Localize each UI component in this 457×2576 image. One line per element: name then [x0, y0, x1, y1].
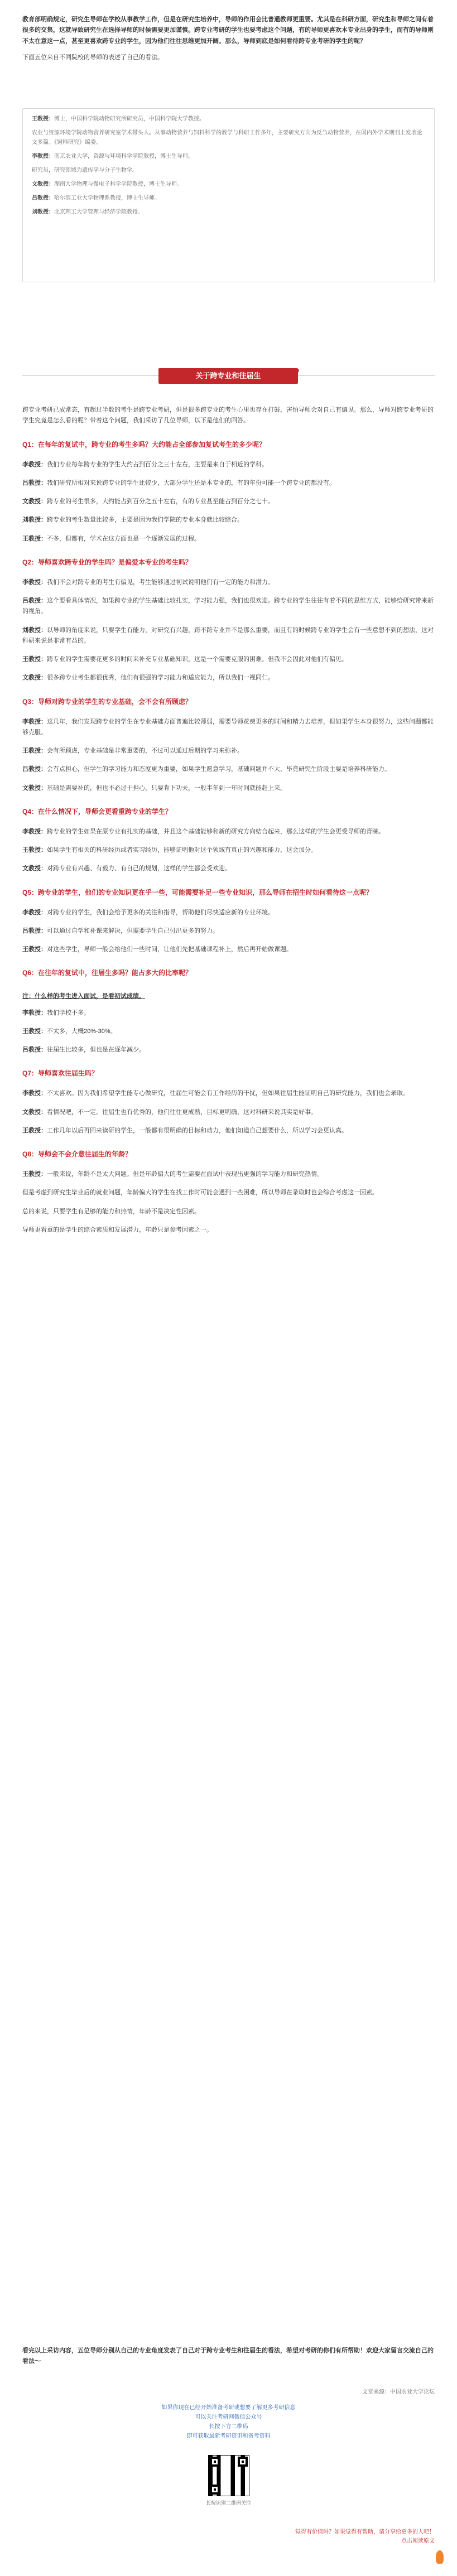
- answer: 李教授：我们专业每年跨专业的学生大约占到百分之三十左右，主要是来自于相近的学科。: [22, 461, 268, 468]
- answer: 李教授：我们不会对跨专业的考生有偏见，考生能够通过初试说明他们有一定的能力和潜力。: [22, 578, 274, 586]
- answer: 吕教授：往届生比较多，但也是在逐年减少。: [22, 1046, 145, 1053]
- intro-paragraph-1: 教育部明确规定，研究生导师在学校从事教学工作，但是在研究生培养中，导师的作用会比普通教师更重要。尤其是在科研方面，研究生和导师之间有着很多的交集，这就导致研究生在选择导师的时候需要更加谨慎。跨专业考研的学生也要考虑这个问题，有的导师更喜欢本专业出身的学生，而有的导师则不太在意这一点，甚至更喜欢跨专业的学生，因为他们往往思维更加开阔。那么，导师到底是如何看待跨专业考研的学生的呢？: [22, 16, 434, 45]
- note: 注：什么样的考生进入面试，是看初试成绩。: [22, 993, 145, 1000]
- info-row: 王教授：博士，中国科学院动物研究所研究员，中国科学院大学教授。: [32, 116, 205, 122]
- answer: 李教授：对跨专业的学生，我们会给予更多的关注和指导，帮助他们尽快适应新的专业环境。: [22, 909, 274, 916]
- quote-mark-icon: ”: [295, 368, 300, 379]
- question-4: Q4：在什么情况下，导师会更看重跨专业的学生？: [22, 807, 172, 816]
- question-5: Q5：跨专业的学生，他们的专业知识更在乎一些，可能需要补足一些专业知识，那么导师在招生时如何看待这一点呢？: [22, 888, 373, 896]
- answer: 王教授：对这些学生，导师一般会给他们一些时间，让他们先把基础课程补上，然后再开始做课题。: [22, 946, 292, 953]
- section-banner: [0, 365, 457, 387]
- promo-line: 即可获取最新考研资讯和备考资料: [186, 2433, 271, 2439]
- answer: 文教授：基础是需要补的，但也不必过于担心，只要肯下功夫，一般半年到一年时间就能赶上来。: [22, 784, 286, 792]
- info-row: 吕教授：哈尔滨工业大学物理系教授，博士生导师。: [32, 195, 160, 201]
- info-row: 李教授：南京农业大学，资源与环境科学学院教授，博士生导师。: [32, 153, 194, 160]
- answer: 李教授：我们学校不多。: [22, 1009, 90, 1016]
- answer: 吕教授：可以通过自学和补课来解决，但需要学生自己付出更多的努力。: [22, 927, 219, 934]
- answer: 王教授：会有所顾虑，专业基础是非常重要的，不过可以通过后期的学习来弥补。: [22, 747, 243, 754]
- answer: 吕教授：这个要看具体情况，如果跨专业的学生基础比较扎实，学习能力强，我们也很欢迎。跨专业的学生往往有着不同的思维方式，能够给研究带来新的视角。: [22, 597, 434, 615]
- share-hint[interactable]: 觉得有价值吗？如果觉得有帮助，请分享给更多的人吧！ 点击阅读原文: [295, 2529, 435, 2544]
- answer: 李教授：跨专业的学生如果在原专业有扎实的基础，并且这个基础能够和新的研究方向结合起来，那么这样的学生会更受导师的青睐。: [22, 828, 384, 835]
- answer-paragraph: 导师更看重的是学生的综合素质和发展潜力，年龄只是参考因素之一。: [22, 1226, 213, 1233]
- promo-line: 可以关注考研网微信公众号: [195, 2414, 262, 2420]
- answer: 王教授：不多，但都有，学术在这方面也是一个逐渐发展的过程。: [22, 535, 200, 542]
- opening-paragraph: 跨专业考研已成常态，有超过半数的考生是跨专业考研，但是很多跨专业的考生心里也存在打鼓，害怕导师会对自己有偏见。那么，导师对跨专业考研的学生究竟是怎么看的呢？带着这个问题，我们采访了几位导师，以下是他们的回答。: [22, 407, 434, 424]
- question-2: Q2：导师喜欢跨专业的学生吗？是偏爱本专业的考生吗？: [22, 558, 193, 566]
- question-6: Q6：在往年的复试中，往届生多吗？能占多大的比率呢？: [22, 969, 193, 977]
- answer: 文教授：对跨专业有兴趣、有毅力、有自己的规划，这样的学生都会受欢迎。: [22, 865, 231, 872]
- info-row: 研究员，研究领域为遗传学与分子生物学。: [32, 167, 138, 173]
- article-source: 文章来源：中国农业大学论坛: [362, 2389, 435, 2395]
- answer: 李教授：这几年，我们发现跨专业的学生在专业基础方面普遍比较薄弱，需要导师花费更多的时间和精力去培养，但如果学生本身很努力，这些问题都能够克服。: [22, 718, 434, 736]
- question-1: Q1：在每年的复试中，跨专业的考生多吗？大约能占全部参加复试考生的多少呢？: [22, 440, 266, 448]
- intro-paragraph-2: 下面五位来自不同院校的导师的表述了自己的看法。: [22, 54, 163, 61]
- qr-finder-icon: [210, 2485, 220, 2495]
- answer: 文教授：跨专业的考生很多，大约能占到百分之五十左右，有的专业甚至能占到百分之七十。: [22, 498, 274, 505]
- promo-line: 长按下方二维码: [209, 2424, 248, 2430]
- main-content: [22, 405, 435, 1243]
- intro-section: [22, 15, 435, 69]
- qr-finder-icon: [210, 2457, 220, 2467]
- closing-paragraph: 看完以上采访内容，五位导师分别从自己的专业角度发表了自己对于跨专业考生和往届生的看法，希望对考研的你们有所帮助！欢迎大家留言交流自己的看法～: [22, 2347, 434, 2365]
- answer: 王教授：如果学生有相关的科研经历或者实习经历，能够证明他对这个领域有真正的兴趣和能力，这会加分。: [22, 847, 317, 853]
- interviewee-info-box: [22, 108, 435, 282]
- info-row: 农业与资源环境学院动物营养研究室学术带头人。从事动物营养与饲料科学的教学与科研工作多年，主要研究方向为反刍动物营养，在国内外学术期刊上发表论文多篇。《饲料研究》编委。: [32, 130, 422, 146]
- answer: 吕教授：我们研究所相对来说跨专业的学生比较少，大部分学生还是本专业的，有的年份可能一个跨专业的都没有。: [22, 479, 335, 486]
- promo-line: 如果你现在已经开始准备考研或想要了解更多考研信息: [161, 2405, 296, 2411]
- answer: 刘教授：跨专业的考生数量比较多，主要是因为我们学院的专业本身就比较综合。: [22, 517, 243, 524]
- section-title: 关于跨专业和往届生: [158, 368, 298, 384]
- question-8: Q8：导师会不会介意往届生的年龄？: [22, 1150, 132, 1158]
- answer: 文教授：看情况吧，不一定。往届生也有优秀的，他们往往更成熟，目标更明确，这对科研来说其实是好事。: [22, 1108, 317, 1116]
- answer: 文教授：很多跨专业考生都很优秀，他们有很强的学习能力和适应能力，所以我们一视同仁。: [22, 674, 274, 682]
- answer: 吕教授：会有点担心，但学生的学习能力和态度更为重要，如果学生愿意学习，基础问题并不大，毕竟研究生阶段主要是培养科研能力。: [22, 766, 391, 773]
- info-row: 刘教授：北京理工大学管理与经济学院教授。: [32, 209, 143, 215]
- answer: 李教授：不太喜欢。因为我们希望学生能专心做研究，往届生可能会有工作经历的干扰，但如果往届生能证明自己的研究能力，我们也会录取。: [22, 1090, 409, 1097]
- answer-paragraph: 总的来说，只要学生有足够的能力和热情，年龄不是决定性因素。: [22, 1208, 200, 1215]
- answer: 王教授：跨专业的学生需要花更多的时间来补充专业基础知识，这是一个需要克服的困难。但我不会因此对他们有偏见。: [22, 656, 348, 663]
- footer: [0, 2526, 457, 2576]
- promo-block: [0, 2403, 457, 2441]
- answer-paragraph: 但是考虑到研究生毕业后的就业问题，年龄偏大的学生在找工作时可能会遇到一些困难，所以导师在录取时也会综合考虑这一因素。: [22, 1189, 378, 1197]
- question-3: Q3：导师对跨专业的学生的专业基础，会不会有所顾虑？: [22, 697, 193, 706]
- info-row: 文教授：湖南大学物理与微电子科学学院教授，博士生导师。: [32, 181, 182, 187]
- answer: 王教授：不太多，大概20%-30%。: [22, 1027, 117, 1035]
- answer: 王教授：工作几年以后再回来读研的学生，一般都有很明确的目标和动力，他们知道自己想要什么，所以学习会更认真。: [22, 1127, 348, 1134]
- answer: 刘教授：以导师的角度来说，只要学生有能力，对研究有兴趣，跨不跨专业并不是那么重要，而且有的时候跨专业的学生会有一些意想不到的想法，这对科研来说是非常有益的。: [22, 626, 434, 644]
- question-7: Q7：导师喜欢往届生吗？: [22, 1069, 99, 1078]
- qr-caption: 长按识别二维码关注: [205, 2500, 251, 2506]
- qr-finder-icon: [238, 2457, 248, 2467]
- answer: 王教授：一般来说，年龄不是太大问题。但是年龄偏大的考生需要在面试中表现出更强的学习能力和研究热情。: [22, 1171, 323, 1178]
- flame-icon: [436, 2550, 444, 2564]
- qr-code-icon[interactable]: [209, 2456, 249, 2496]
